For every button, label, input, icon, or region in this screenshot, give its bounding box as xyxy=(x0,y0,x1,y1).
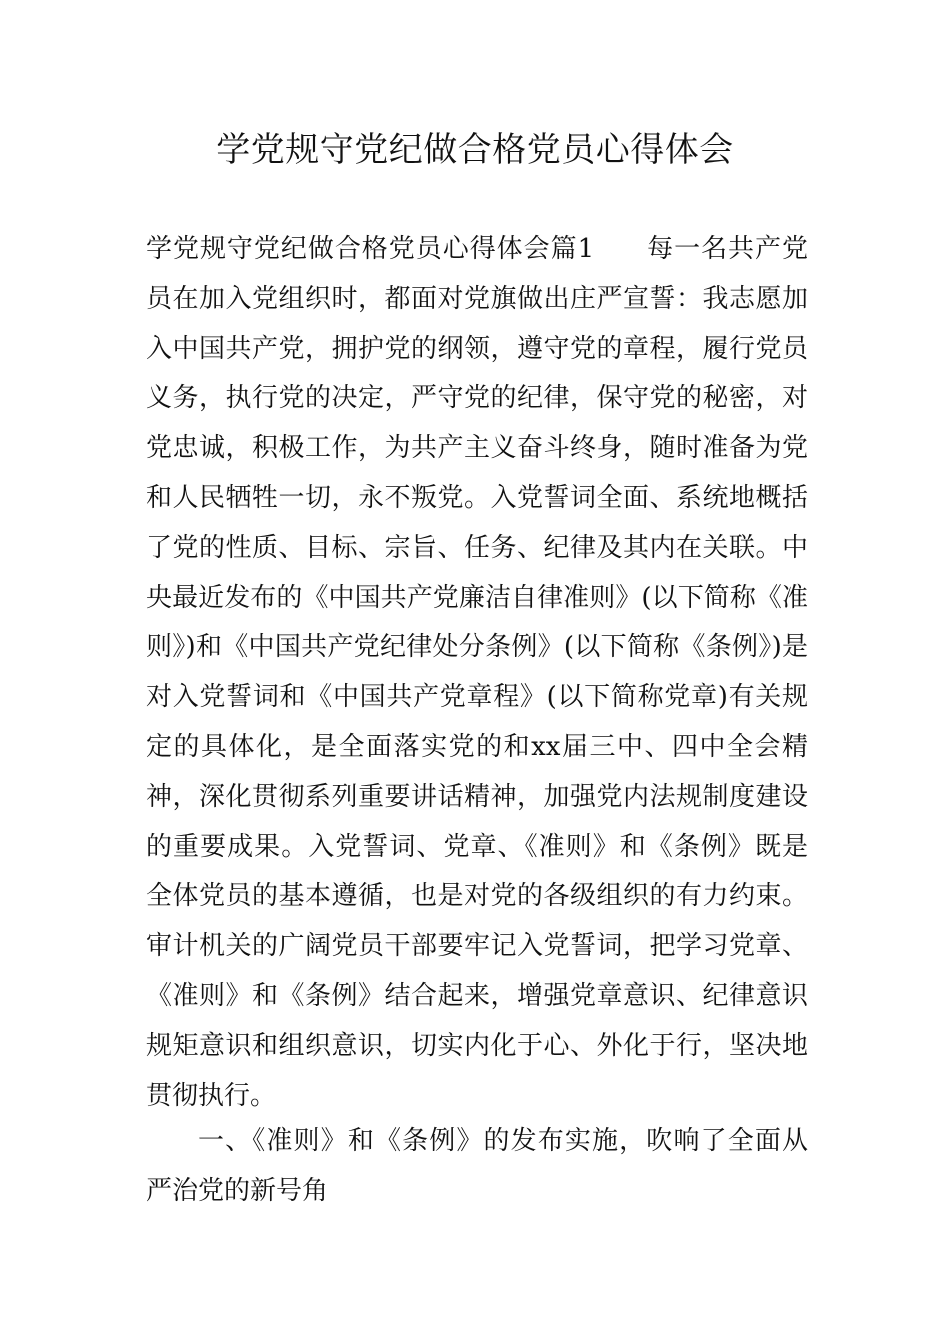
document-title: 学党规守党纪做合格党员心得体会 xyxy=(216,130,734,170)
paragraph-text-1: 每一名共产党员在加入党组织时，都面对党旗做出庄严宣誓：我志愿加入中国共产党，拥护党的纲领，遵守党的章程，履行党员义务，执行党的决定，严守党的纪律，保守党的秘密，对党忠诚，积极工作，为共产主义奋斗终身，随时准备为党和人民牺牲一切，永不叛党。入党誓词全面、系统地概括了党的性质、目标、宗旨、任务、纪律及其内在关联。中央最近发布的《中国共产党廉洁自律准则》(以下简称《准则》)和《中国共产党纪律处分条例》(以下简称《条例》)是对入党誓词和《中国共产党章程》(以下简称党章)有关规定的具体化，是全面落实党的和xx届三中、四中全会精神，深化贯彻系列重要讲话精神，加强党内法规制度建设的重要成果。入党誓词、党章、《准则》和《条例》既是全体党员的基本遵循，也是对党的各级组织的有力约束。审计机关的广阔党员干部要牢记入党誓词，把学习党章、《准则》和《条例》结合起来，增强党章意识、纪律意识规矩意识和组织意识，切实内化于心、外化于行，坚决地贯彻执行。 xyxy=(146,234,808,1111)
section-heading: 学党规守党纪做合格党员心得体会篇1 xyxy=(146,234,595,264)
body-paragraph-2: 一、《准则》和《条例》的发布实施，吹响了全面从严治党的新号角 xyxy=(146,1126,808,1206)
body-paragraph-1 xyxy=(146,225,808,1121)
